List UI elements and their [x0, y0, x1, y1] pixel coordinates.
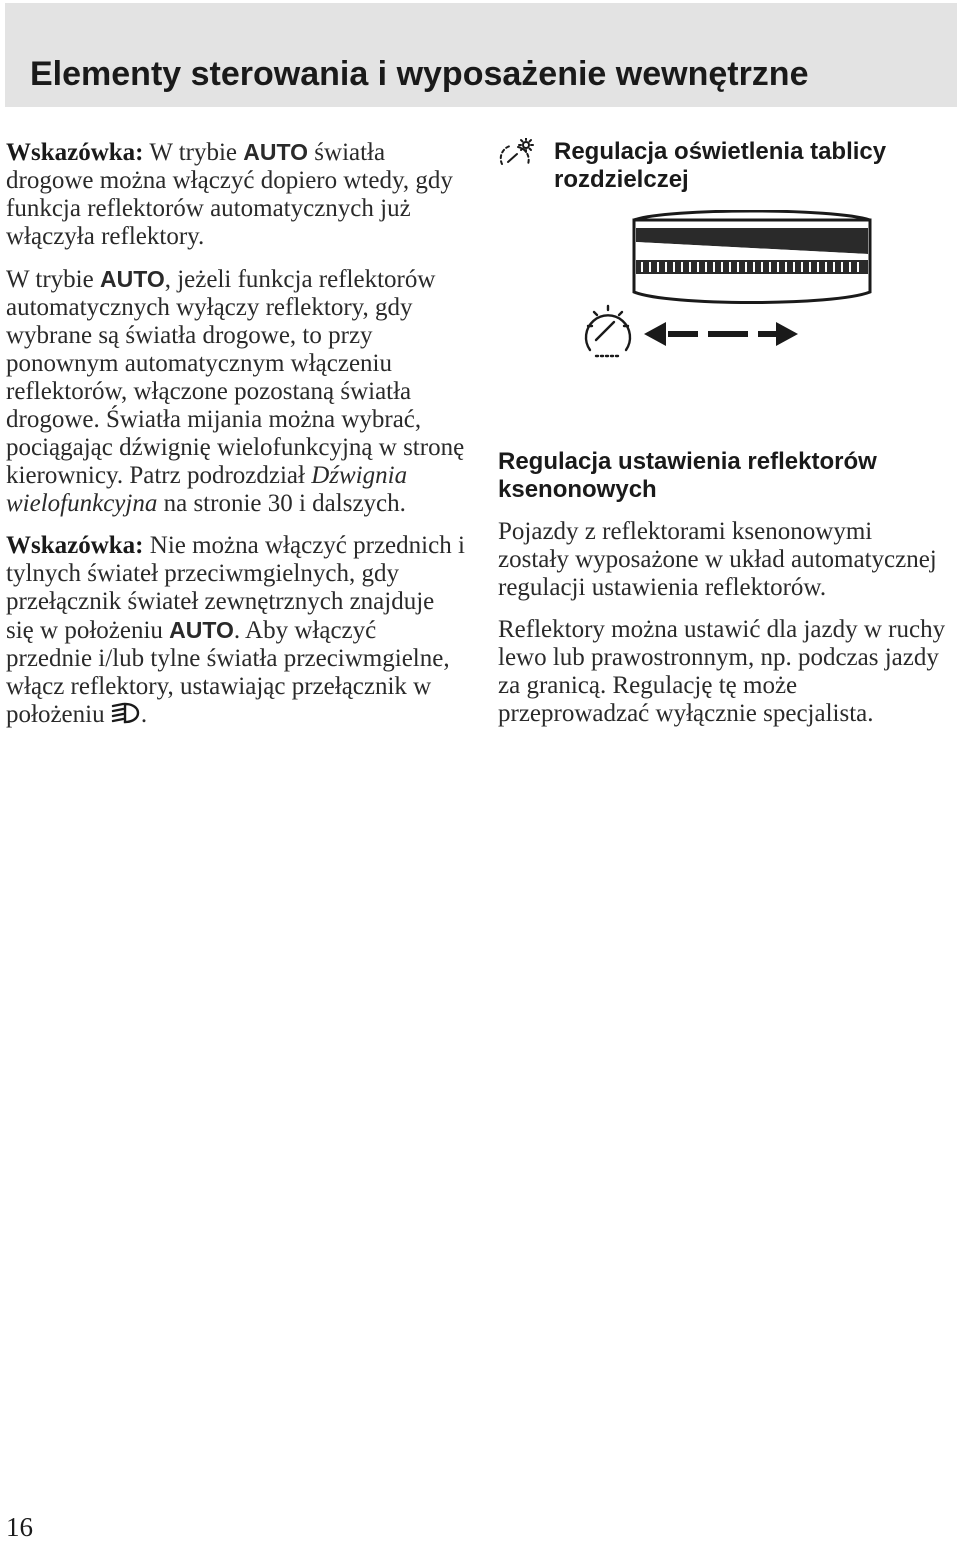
auto-mode-label: AUTO [99, 266, 165, 292]
note-text: Nie można włączyć przednich i tylnych świateł przeciwmgielnych, gdy przełącznik świateł zewnętrznych znajduje się w położeniu [6, 532, 465, 644]
right-column [498, 138, 948, 742]
section-title-dashboard-illumination [498, 138, 948, 194]
note-text: . [140, 701, 148, 728]
paragraph-xenon-auto-levelling: Pojazdy z reflektorami ksenonowymi zostały wyposażone w układ automatycznej regulacji ustawienia reflektorów. [498, 518, 937, 601]
paragraph-text: na stronie 30 i dalszych. [157, 490, 406, 517]
section-title-xenon-headlamps: Regulacja ustawienia reflektorów ksenonowych [498, 448, 877, 503]
paragraph-auto-mode [6, 265, 466, 518]
dashboard-illumination-icon [498, 138, 538, 177]
cross-reference-link: Dźwignia wielofunkcyjna [6, 462, 408, 517]
paragraph-text: , jeżeli funkcja reflektorów automatycznych wyłączy reflektory, gdy wybrane są światła drogowe, to przy ponownym automatycznym włączeniu reflektorów, włączone pozostaną światła drogowe. Światła mijania można wybrać, pociągając dźwignię wielofunkcyjną w stronę kierownicy. Patrz podrozdział [6, 266, 465, 489]
double-arrow-icon [644, 322, 798, 346]
section-title-text: Regulacja oświetlenia tablicy rozdzielczej [554, 138, 887, 193]
page-number: 16 [6, 1512, 33, 1542]
note-text: . Aby włączyć przednie i/lub tylne światła przeciwmgielne, włącz reflektory, ustawiając przełącznik w położeniu [6, 617, 450, 728]
note-text: światła drogowe można włączyć dopiero wtedy, gdy funkcja reflektorów automatycznych już włączyła reflektory. [6, 139, 453, 250]
note-label: Wskazówka: [6, 532, 144, 559]
paragraph-text: W trybie [6, 266, 100, 293]
note-fog-lamps [6, 532, 466, 732]
thumbwheel-icon [634, 211, 870, 303]
speedometer-icon [586, 306, 630, 356]
left-column [6, 138, 466, 746]
page-title: Elementy sterowania i wyposażenie wewnętrzne [30, 55, 809, 93]
note-label: Wskazówka: [6, 139, 144, 166]
auto-mode-label: AUTO [243, 139, 309, 165]
note-text: W trybie [143, 139, 244, 166]
low-beam-headlamp-icon [111, 701, 141, 732]
illumination-control-illustration [498, 210, 948, 430]
auto-mode-label: AUTO [169, 617, 234, 643]
paragraph-xenon-adjustment: Reflektory można ustawić dla jazdy w ruchy lewo lub prawostronnym, np. podczas jazdy za granicą. Regulację tę może przeprowadzać wyłącznie specjalista. [498, 616, 946, 727]
note-automatic-high-beam [6, 138, 466, 251]
